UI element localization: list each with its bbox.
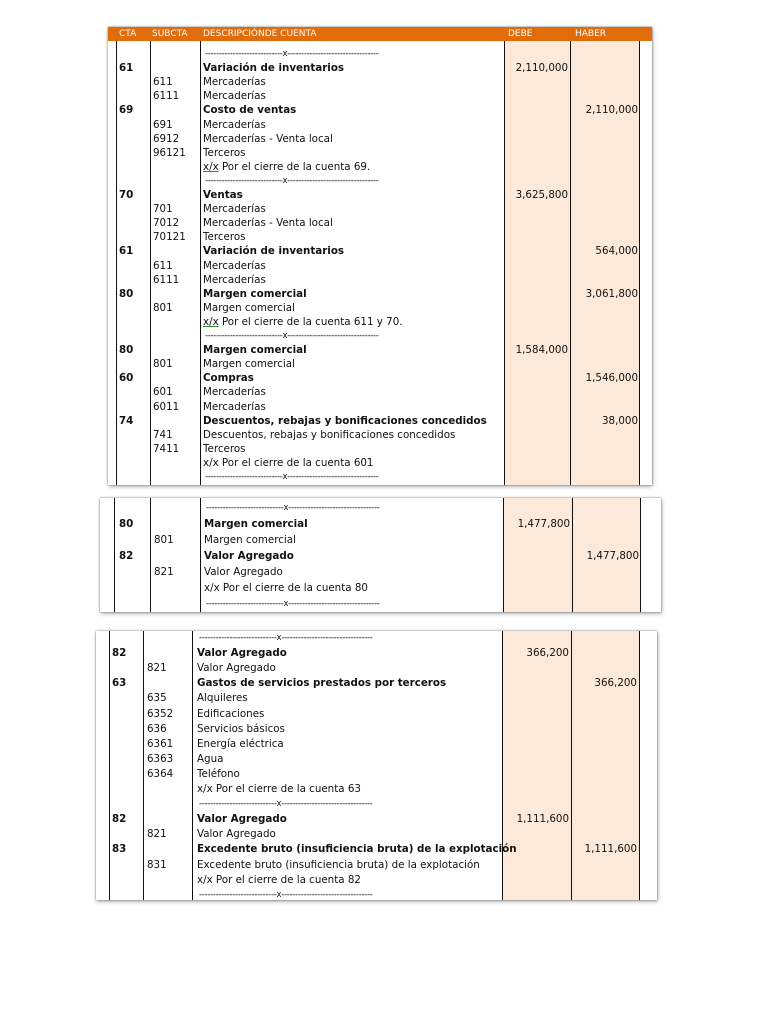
subaccount-code: 96121 — [153, 146, 186, 159]
haber-amount: 1,546,000 — [585, 372, 638, 385]
description-text: Valor Agregado — [197, 813, 287, 826]
separator-row — [96, 631, 657, 645]
entry-row — [100, 517, 661, 531]
haber-amount: 564,000 — [595, 245, 638, 258]
haber-amount: 3,061,800 — [585, 287, 638, 300]
description-text: Mercaderías — [203, 90, 266, 103]
debe-amount: 2,110,000 — [515, 62, 568, 75]
entry-row — [96, 767, 657, 781]
subaccount-code: 7012 — [153, 217, 180, 230]
subaccount-code: 611 — [153, 259, 173, 272]
entry-row — [100, 549, 661, 563]
description-text: Mercaderías — [203, 259, 266, 272]
description-text: Descuentos, rebajas y bonificaciones concedidos — [203, 414, 487, 427]
subaccount-code: 70121 — [153, 231, 186, 244]
separator-row — [108, 47, 652, 61]
subaccount-code: 611 — [153, 76, 173, 89]
subaccount-code: 801 — [153, 358, 173, 371]
separator-line: ----------------------------x--------------------------------- — [205, 472, 379, 482]
subaccount-code: 6352 — [147, 707, 174, 720]
description-text: Mercaderías — [203, 203, 266, 216]
separator-line: ----------------------------x--------------------------------- — [205, 331, 379, 341]
subaccount-code: 831 — [147, 858, 167, 871]
account-code: 74 — [119, 414, 134, 427]
description-text: Valor Agregado — [197, 828, 276, 841]
subaccount-code: 821 — [147, 662, 167, 675]
entry-row — [108, 146, 652, 160]
entry-row — [108, 343, 652, 357]
description-text: Terceros — [203, 146, 246, 159]
description-cell — [203, 315, 403, 329]
description-text: Costo de ventas — [203, 104, 297, 117]
subaccount-code: 6111 — [153, 273, 180, 286]
entry-row — [108, 132, 652, 146]
description-text: Por el cierre de la cuenta 611 y 70. — [218, 315, 403, 328]
description-text: Mercaderías — [203, 273, 266, 286]
entry-row — [96, 782, 657, 796]
entry-row — [108, 287, 652, 301]
entry-row — [96, 676, 657, 690]
description-text: Valor Agregado — [204, 566, 283, 578]
journal-ledger-2 — [100, 498, 661, 612]
journal-ledger-3 — [96, 631, 657, 900]
subaccount-code: 636 — [147, 722, 167, 735]
entry-row — [100, 581, 661, 595]
separator-row — [100, 501, 661, 515]
subaccount-code: 801 — [153, 301, 173, 314]
entry-row — [100, 533, 661, 547]
entry-row — [96, 842, 657, 856]
separator-row — [100, 597, 661, 611]
description-text: Terceros — [203, 442, 246, 455]
account-code: 80 — [119, 287, 134, 300]
subaccount-code: 821 — [154, 566, 174, 578]
description-text: Valor Agregado — [204, 550, 294, 562]
description-text: Mercaderías - Venta local — [203, 217, 333, 230]
table-header — [108, 27, 652, 41]
separator-line: ----------------------------x--------------------------------- — [206, 503, 380, 513]
separator-line: ----------------------------x--------------------------------- — [199, 889, 373, 900]
subaccount-code: 601 — [153, 386, 173, 399]
description-text: Variación de inventarios — [203, 62, 345, 75]
description-text: Margen comercial — [203, 287, 307, 300]
subaccount-code: 6912 — [153, 132, 180, 145]
description-text: x/x Por el cierre de la cuenta 82 — [197, 873, 361, 886]
closing-mark: x/x — [203, 160, 219, 173]
entry-row — [96, 873, 657, 887]
separator-row — [108, 329, 652, 343]
entry-row — [108, 160, 652, 174]
separator-row — [96, 888, 657, 900]
subaccount-code: 7411 — [153, 442, 180, 455]
description-text: Valor Agregado — [197, 647, 287, 660]
description-text: Valor Agregado — [197, 662, 276, 675]
separator-line: ----------------------------x--------------------------------- — [205, 175, 379, 186]
subaccount-code: 635 — [147, 692, 167, 705]
journal-card-1 — [108, 27, 652, 485]
entry-row — [108, 301, 652, 315]
account-code: 82 — [119, 550, 134, 562]
description-text: x/x Por el cierre de la cuenta 80 — [204, 582, 368, 594]
haber-amount: 1,477,800 — [586, 550, 639, 562]
entry-row — [96, 858, 657, 872]
subaccount-code: 6364 — [147, 767, 174, 780]
account-code: 83 — [112, 843, 127, 856]
subaccount-code: 6111 — [153, 90, 180, 103]
separator-row — [96, 797, 657, 811]
account-code: 70 — [119, 189, 134, 201]
account-code: 80 — [119, 344, 134, 357]
entry-row — [96, 707, 657, 721]
account-code: 69 — [119, 104, 134, 117]
debe-amount: 3,625,800 — [515, 189, 568, 201]
description-text: Descuentos, rebajas y bonificaciones concedidos — [203, 428, 456, 441]
description-text: Energía eléctrica — [197, 737, 284, 750]
entry-row — [108, 456, 652, 470]
haber-amount: 366,200 — [594, 677, 637, 690]
account-code: 61 — [119, 245, 134, 258]
entry-row — [108, 357, 652, 371]
account-code: 60 — [119, 372, 134, 385]
entry-row — [96, 722, 657, 736]
account-code: 61 — [119, 62, 134, 75]
description-text: x/x Por el cierre de la cuenta 601 — [203, 456, 374, 469]
header-subcta: SUBCTA — [152, 29, 188, 39]
description-text: Margen comercial — [203, 301, 295, 314]
description-text: Mercaderías - Venta local — [203, 132, 333, 145]
journal-card-3 — [96, 631, 657, 900]
account-code: 80 — [119, 518, 134, 530]
entry-row — [108, 202, 652, 216]
entry-row — [108, 428, 652, 442]
haber-amount: 38,000 — [601, 414, 638, 427]
entry-row — [96, 752, 657, 766]
header-cta: CTA — [119, 29, 137, 39]
debe-amount: 1,584,000 — [515, 344, 568, 357]
entry-row — [108, 385, 652, 399]
separator-row — [108, 470, 652, 484]
entry-row — [108, 442, 652, 456]
header-debe: DEBE — [508, 29, 533, 39]
description-text: Por el cierre de la cuenta 69. — [218, 160, 371, 173]
subaccount-code: 821 — [147, 828, 167, 841]
account-code: 63 — [112, 677, 127, 690]
entry-row — [108, 89, 652, 103]
description-text: Excedente bruto (insuficiencia bruta) de la explotación — [197, 843, 517, 856]
entry-row — [108, 244, 652, 258]
description-text: Mercaderías — [203, 400, 266, 413]
entry-row — [96, 827, 657, 841]
entry-row — [96, 691, 657, 705]
description-text: Teléfono — [197, 767, 240, 780]
entry-row — [108, 61, 652, 75]
entry-row — [108, 414, 652, 428]
description-text: Gastos de servicios prestados por terceros — [197, 677, 447, 690]
entry-row — [108, 273, 652, 287]
description-text: Margen comercial — [204, 518, 308, 530]
entry-row — [100, 565, 661, 579]
haber-amount: 2,110,000 — [585, 104, 638, 117]
description-text: Edificaciones — [197, 707, 265, 720]
subaccount-code: 691 — [153, 118, 173, 131]
subaccount-code: 741 — [153, 428, 173, 441]
separator-line: ----------------------------x--------------------------------- — [199, 799, 373, 810]
entry-row — [96, 646, 657, 660]
description-text: Mercaderías — [203, 118, 266, 131]
description-text: Alquileres — [197, 692, 248, 705]
description-text: Margen comercial — [204, 534, 296, 546]
debe-amount: 1,111,600 — [516, 813, 569, 826]
journal-ledger-1 — [108, 27, 652, 485]
entry-row — [96, 812, 657, 826]
entry-row — [108, 75, 652, 89]
description-text: Mercaderías — [203, 386, 266, 399]
header-descripcion: DESCRIPCIÓNDE CUENTA — [203, 29, 317, 39]
description-text: Margen comercial — [203, 344, 307, 357]
separator-line: ----------------------------x--------------------------------- — [205, 49, 379, 59]
entry-row — [96, 737, 657, 751]
account-code: 82 — [112, 813, 127, 826]
description-text: Excedente bruto (insuficiencia bruta) de la explotación — [197, 858, 480, 871]
subaccount-code: 6361 — [147, 737, 174, 750]
description-text: x/x Por el cierre de la cuenta 63 — [197, 783, 361, 795]
account-code: 82 — [112, 647, 127, 660]
journal-card-2 — [100, 498, 661, 612]
separator-line: ----------------------------x--------------------------------- — [206, 599, 380, 609]
description-text: Agua — [197, 752, 224, 765]
entry-row — [108, 188, 652, 202]
entry-row — [108, 315, 652, 329]
debe-amount: 366,200 — [526, 647, 569, 660]
description-cell — [203, 160, 370, 174]
entry-row — [108, 216, 652, 230]
entry-row — [108, 400, 652, 414]
entry-row — [96, 661, 657, 675]
description-text: Ventas — [203, 189, 243, 201]
entry-row — [108, 230, 652, 244]
description-text: Mercaderías — [203, 76, 266, 89]
separator-line: ----------------------------x--------------------------------- — [199, 633, 373, 643]
description-text: Margen comercial — [203, 358, 295, 371]
subaccount-code: 801 — [154, 534, 174, 546]
debe-amount: 1,477,800 — [517, 518, 570, 530]
description-text: Compras — [203, 372, 254, 385]
entry-row — [108, 371, 652, 385]
description-text: Servicios básicos — [197, 722, 285, 735]
header-haber: HABER — [575, 29, 607, 39]
entry-row — [108, 259, 652, 273]
haber-amount: 1,111,600 — [584, 843, 637, 856]
description-text: Terceros — [203, 231, 246, 244]
entry-row — [108, 118, 652, 132]
description-text: Variación de inventarios — [203, 245, 345, 258]
separator-row — [108, 174, 652, 188]
subaccount-code: 6363 — [147, 752, 174, 765]
subaccount-code: 6011 — [153, 400, 180, 413]
entry-row — [108, 103, 652, 117]
subaccount-code: 701 — [153, 203, 173, 216]
closing-mark: x/x — [203, 315, 219, 328]
